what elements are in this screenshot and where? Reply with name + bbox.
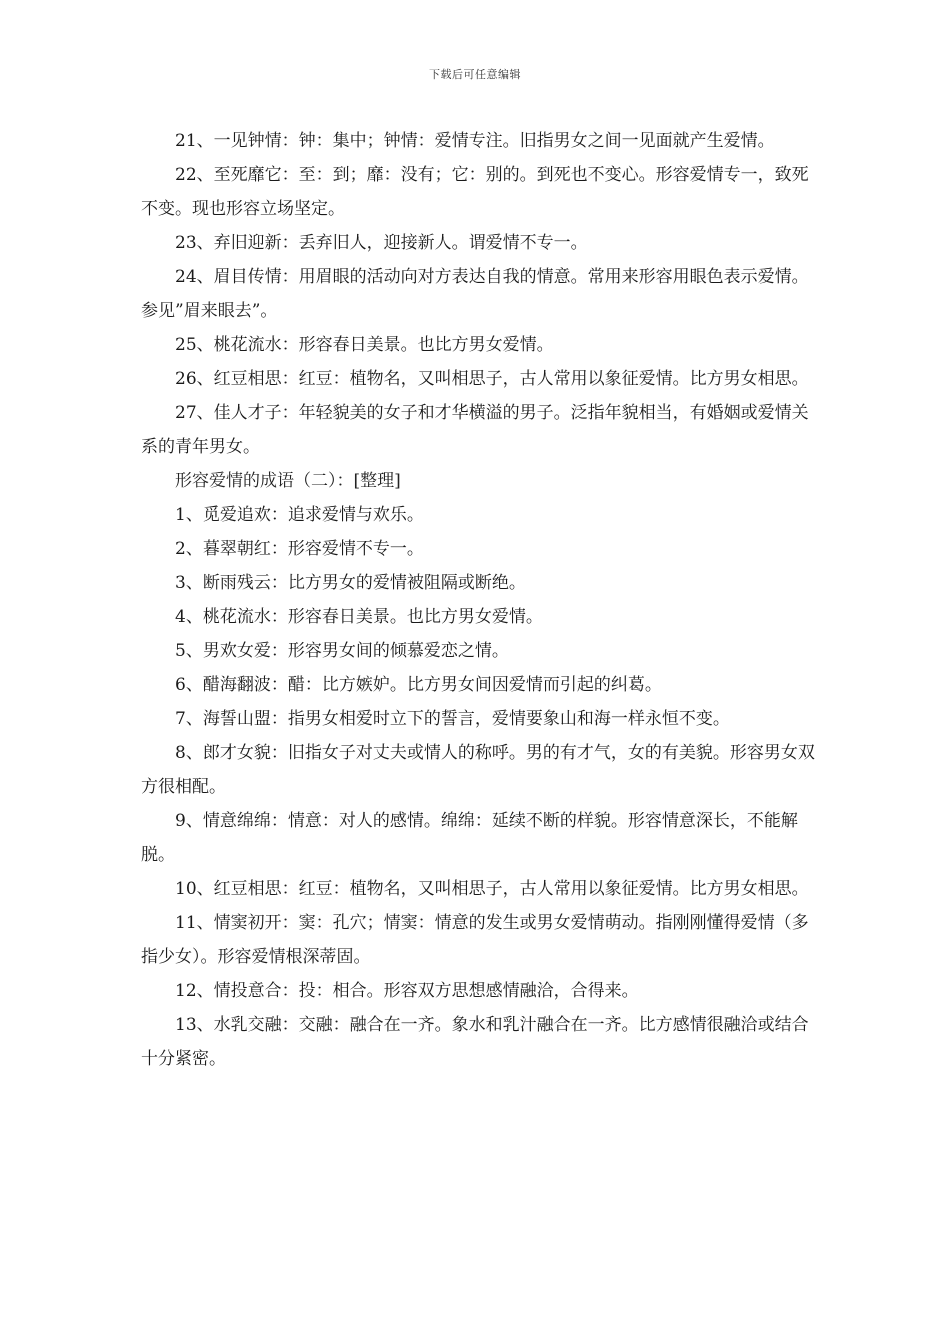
- paragraph-idiom-5: 5、男欢女爱：形容男女间的倾慕爱恋之情。: [175, 641, 509, 661]
- paragraph-idiom-12: 12、情投意合：投：相合。形容双方思想感情融洽，合得来。: [175, 981, 639, 1001]
- paragraph-idiom-22: 22、至死靡它：至：到；靡：没有；它：别的。到死也不变心。形容爱情专一，致死不变。现也形容立场坚定。: [141, 165, 809, 219]
- paragraph-idiom-26: 26、红豆相思：红豆：植物名，又叫相思子，古人常用以象征爱情。比方男女相思。: [175, 369, 809, 389]
- paragraph-idiom-25: 25、桃花流水：形容春日美景。也比方男女爱情。: [175, 335, 554, 355]
- paragraph-idiom-21: 21、一见钟情：钟：集中；钟情：爱情专注。旧指男女之间一见面就产生爱情。: [175, 131, 775, 151]
- paragraph-idiom-8: 8、郎才女貌：旧指女子对丈夫或情人的称呼。男的有才气，女的有美貌。形容男女双方很相配。: [141, 743, 815, 797]
- paragraph-idiom-27: 27、佳人才子：年轻貌美的女子和才华横溢的男子。泛指年貌相当，有婚姻或爱情关系的青年男女。: [141, 403, 809, 457]
- paragraph-idiom-1: 1、觅爱追欢：追求爱情与欢乐。: [175, 505, 424, 525]
- paragraph-idiom-13: 13、水乳交融：交融：融合在一齐。象水和乳汁融合在一齐。比方感情很融洽或结合十分紧密。: [141, 1015, 809, 1069]
- paragraph-idiom-24: 24、眉目传情：用眉眼的活动向对方表达自我的情意。常用来形容用眼色表示爱情。参见”眉来眼去”。: [141, 267, 809, 321]
- section-heading: 形容爱情的成语（二）：[整理]: [175, 471, 401, 491]
- paragraph-idiom-10: 10、红豆相思：红豆：植物名，又叫相思子，古人常用以象征爱情。比方男女相思。: [175, 879, 809, 899]
- paragraph-idiom-3: 3、断雨残云：比方男女的爱情被阻隔或断绝。: [175, 573, 526, 593]
- paragraph-idiom-2: 2、暮翠朝红：形容爱情不专一。: [175, 539, 424, 559]
- paragraph-idiom-11: 11、情窦初开：窦：孔穴；情窦：情意的发生或男女爱情萌动。指刚刚懂得爱情（多指少女）。形容爱情根深蒂固。: [141, 913, 809, 967]
- paragraph-idiom-9: 9、情意绵绵：情意：对人的感情。绵绵：延续不断的样貌。形容情意深长，不能解脱。: [141, 811, 798, 865]
- document-body: [141, 124, 817, 1076]
- paragraph-idiom-4: 4、桃花流水：形容春日美景。也比方男女爱情。: [175, 607, 543, 627]
- paragraph-idiom-7: 7、海誓山盟：指男女相爱时立下的誓言，爱情要象山和海一样永恒不变。: [175, 709, 730, 729]
- page-header: 下载后可任意编辑: [429, 68, 521, 81]
- paragraph-idiom-23: 23、弃旧迎新：丢弃旧人，迎接新人。谓爱情不专一。: [175, 233, 588, 253]
- paragraph-idiom-6: 6、醋海翻波：醋：比方嫉妒。比方男女间因爱情而引起的纠葛。: [175, 675, 662, 695]
